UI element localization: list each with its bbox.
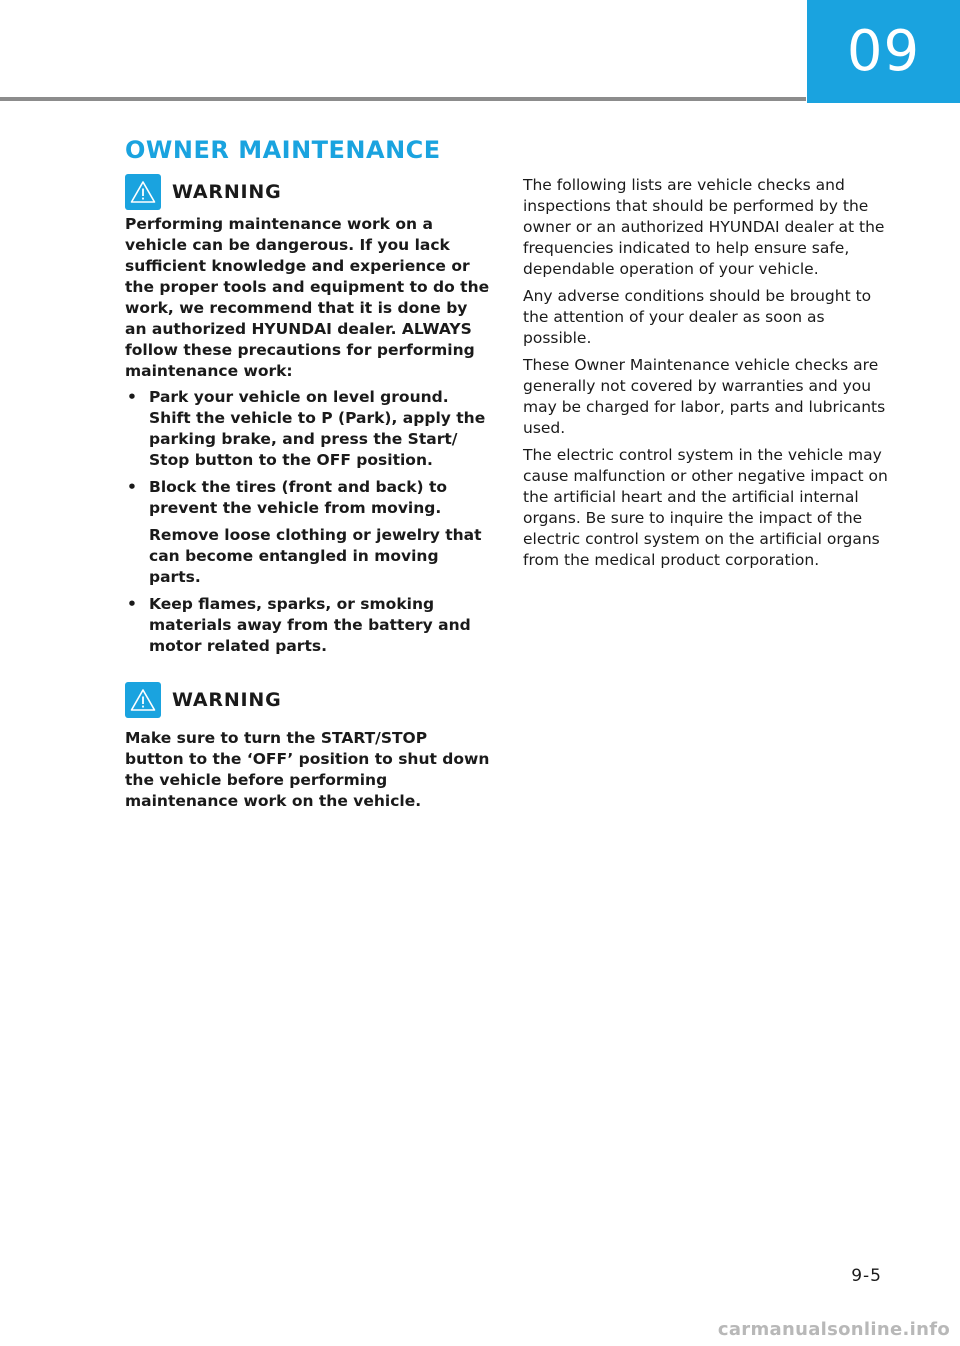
list-item-text: Park your vehicle on level ground. Shift the vehicle to P (Park), apply the parking brake, and press the Start/ Stop button to the OFF position. <box>149 388 486 469</box>
paragraph: These Owner Maintenance vehicle checks are generally not covered by warranties and you may be charged for labor, parts and lubricants used. <box>523 356 886 437</box>
watermark: carmanualsonline.info <box>717 1319 950 1340</box>
list-item <box>125 387 490 471</box>
warning-label: WARNING <box>172 689 282 711</box>
header-rule <box>0 97 806 101</box>
list-item <box>125 477 490 588</box>
warning-triangle-icon <box>125 682 161 718</box>
warning-box-2 <box>125 682 490 812</box>
page-number: 9-5 <box>851 1266 882 1286</box>
bullet-icon: • <box>127 388 137 406</box>
section-title: OWNER MAINTENANCE <box>125 136 441 164</box>
chapter-tab <box>807 0 960 103</box>
warning-box-1 <box>125 174 490 663</box>
list-item-text: Keep flames, sparks, or smoking materials away from the battery and motor related parts. <box>149 595 471 655</box>
bullet-icon: • <box>127 478 137 496</box>
warning-header <box>125 682 490 718</box>
paragraph: The electric control system in the vehicle may cause malfunction or other negative impact on the artificial heart and the artificial internal organs. Be sure to inquire the impact of the electric control system on the artificial organs from the medical product corporation. <box>523 446 888 569</box>
list-item <box>125 594 490 657</box>
warning-text: Make sure to turn the START/STOP button to the ‘OFF’ position to shut down the vehicle before performing maintenance work on the vehicle. <box>125 729 490 810</box>
right-column <box>523 175 893 577</box>
warning-intro: Performing maintenance work on a vehicle can be dangerous. If you lack sufficient knowledge and experience or the proper tools and equipment to do the work, we recommend that it is done by an authorized HYUNDAI dealer. ALWAYS follow these precautions for performing maintenance work: <box>125 215 490 380</box>
list-item-text: Block the tires (front and back) to prevent the vehicle from moving. <box>149 478 448 517</box>
warning-header <box>125 174 490 210</box>
warning-triangle-icon <box>125 174 161 210</box>
paragraph: The following lists are vehicle checks and inspections that should be performed by the owner or an authorized HYUNDAI dealer at the frequencies indicated to help ensure safe, dependable operation of your vehicle. <box>523 176 885 278</box>
list-item-subtext: Remove loose clothing or jewelry that can become entangled in moving parts. <box>149 526 482 586</box>
warning-label: WARNING <box>172 181 282 203</box>
precaution-list <box>125 387 490 657</box>
chapter-number: 09 <box>846 19 921 84</box>
paragraph: Any adverse conditions should be brought to the attention of your dealer as soon as possible. <box>523 287 872 347</box>
bullet-icon: • <box>127 595 137 613</box>
